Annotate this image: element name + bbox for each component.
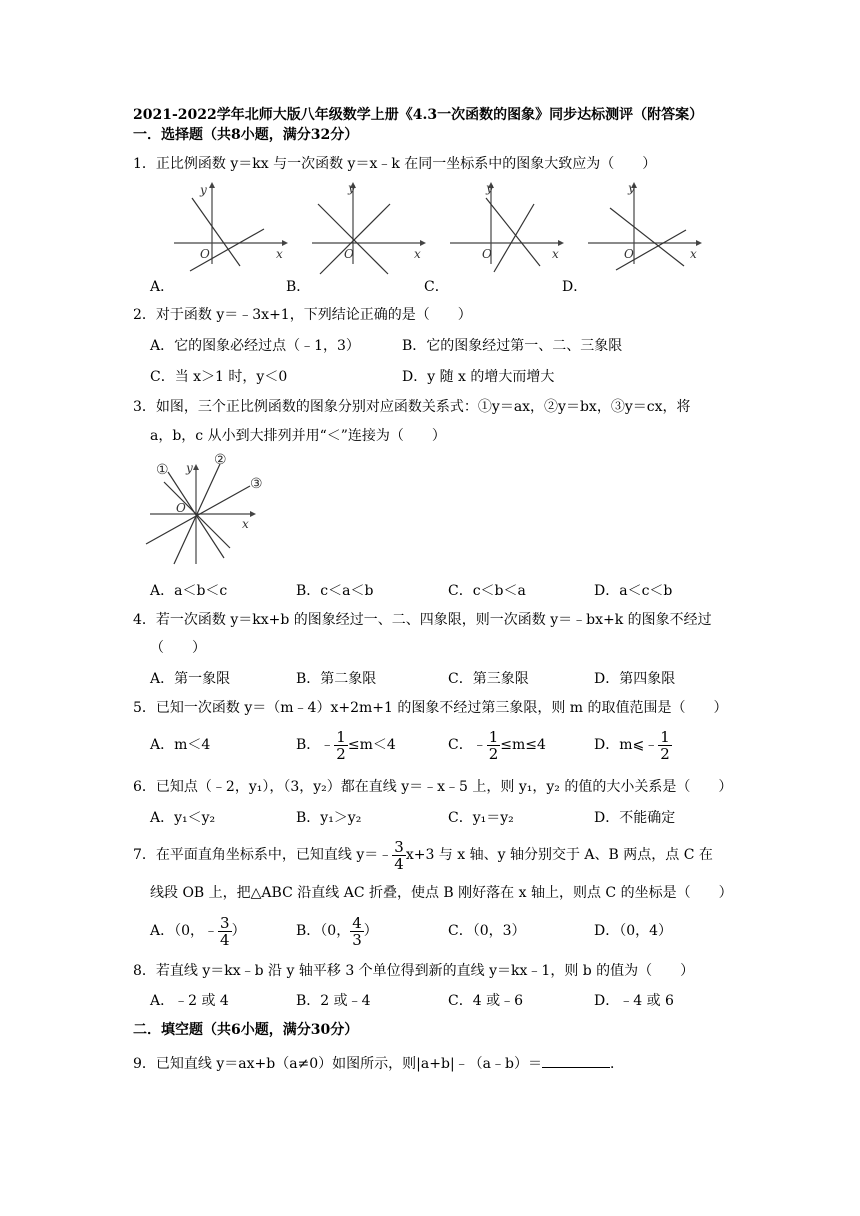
section-heading-choice: 一．选择题（共8小题，满分32分） [133, 127, 359, 143]
q8-option-a[interactable]: A．﹣2 或 4 [150, 993, 229, 1009]
question-6: 6．已知点（﹣2，y₁），（3，y₂）都在直线 y＝﹣x﹣5 上，则 y₁，y₂ 的值的大小关系是（ ） [133, 779, 733, 795]
question-4-line-2: （ ） [150, 640, 206, 656]
q2-option-b[interactable]: B．它的图象经过第一、二、三象限 [402, 338, 623, 354]
q7-option-d[interactable]: D．（0，4） [594, 923, 673, 939]
q1-graph-d [584, 178, 704, 268]
q6-option-b[interactable]: B．y₁＞y₂ [296, 810, 362, 826]
q3-option-b[interactable]: B．c＜a＜b [296, 583, 374, 599]
q5-option-c[interactable]: C．﹣ $\frac{1}{2}$ ≤m≤4 [448, 727, 546, 763]
question-5: 5．已知一次函数 y＝（m﹣4）x+2m+1 的图象不经过第三象限，则 m 的取值范围是（ ） [133, 700, 728, 716]
q3-y-label: y [186, 461, 193, 475]
svg-text:x: x [276, 247, 283, 261]
section-heading-fill: 二．填空题（共6小题，满分30分） [133, 1022, 359, 1038]
q1-option-c[interactable]: C． [424, 279, 449, 295]
svg-text:O: O [344, 247, 354, 261]
q5-option-d[interactable]: D．m⩽﹣ $\frac{1}{2}$ [594, 727, 670, 763]
question-4-line-1: 4．若一次函数 y＝kx+b 的图象经过一、二、四象限，则一次函数 y＝﹣bx+k 的图象不经过 [133, 612, 712, 628]
question-8: 8．若直线 y＝kx﹣b 沿 y 轴平移 3 个单位得到新的直线 y＝kx﹣1，则 b 的值为（ ） [133, 963, 695, 979]
q3-option-d[interactable]: D．a＜c＜b [594, 583, 673, 599]
fraction-one-half: $\frac{1}{2}$ [488, 727, 499, 763]
q3-option-c[interactable]: C．c＜b＜a [448, 583, 526, 599]
q1-graph-a [170, 178, 290, 268]
q3-label-3: ③ [250, 476, 263, 492]
q1-option-a[interactable]: A． [150, 279, 175, 295]
q3-option-a[interactable]: A．a＜b＜c [150, 583, 228, 599]
svg-text:O: O [482, 247, 492, 261]
q7-option-c[interactable]: C．（0，3） [448, 923, 526, 939]
q5-option-a[interactable]: A．m＜4 [150, 737, 211, 753]
q3-label-2: ② [214, 452, 227, 468]
question-7-line-1: 7．在平面直角坐标系中，已知直线 y＝﹣ $\frac{3}{4}$ x+3 与 x 轴、y 轴分别交于 A、B 两点，点 C 在 [133, 837, 713, 873]
q4-option-b[interactable]: B．第二象限 [296, 671, 377, 687]
q2-option-a[interactable]: A．它的图象必经过点（﹣1，3） [150, 338, 360, 354]
q2-option-c[interactable]: C．当 x＞1 时，y＜0 [150, 369, 288, 385]
q3-label-1: ① [156, 462, 169, 478]
svg-text:x: x [414, 247, 421, 261]
q8-option-b[interactable]: B．2 或﹣4 [296, 993, 371, 1009]
q7-option-a[interactable]: A．（0，﹣ $\frac{3}{4}$ ） [150, 913, 246, 949]
fraction-three-quarters: $\frac{3}{4}$ [220, 913, 230, 949]
fraction-four-thirds: $\frac{4}{3}$ [352, 913, 362, 949]
svg-text:x: x [552, 247, 559, 261]
q2-option-d[interactable]: D．y 随 x 的增大而增大 [402, 369, 555, 385]
q3-x-label: x [242, 517, 249, 531]
q4-option-a[interactable]: A．第一象限 [150, 671, 231, 687]
question-2: 2．对于函数 y＝﹣3x+1，下列结论正确的是（ ） [133, 307, 472, 323]
svg-text:O: O [200, 247, 210, 261]
q4-option-c[interactable]: C．第三象限 [448, 671, 529, 687]
svg-text:y: y [628, 181, 635, 195]
q1-graph-b [308, 178, 428, 268]
fraction-three-quarters: $\frac{3}{4}$ [394, 837, 404, 873]
fraction-one-half: $\frac{1}{2}$ [336, 727, 346, 763]
q1-graph-c [446, 178, 566, 268]
q6-option-d[interactable]: D．不能确定 [594, 810, 676, 826]
q8-option-c[interactable]: C．4 或﹣6 [448, 993, 523, 1009]
q6-option-c[interactable]: C．y₁＝y₂ [448, 810, 514, 826]
svg-text:O: O [624, 247, 634, 261]
question-3-line-1: 3．如图，三个正比例函数的图象分别对应函数关系式：①y＝ax，②y＝bx，③y＝cx，将 [133, 399, 691, 415]
q3-figure [146, 452, 276, 570]
q8-option-d[interactable]: D．﹣4 或 6 [594, 993, 674, 1009]
svg-text:x: x [690, 247, 697, 261]
svg-text:y: y [200, 183, 207, 197]
question-3-line-2: a，b，c 从小到大排列并用“＜”连接为（ ） [150, 428, 446, 444]
q6-option-a[interactable]: A．y₁＜y₂ [150, 810, 216, 826]
q3-origin-label: O [176, 501, 186, 515]
answer-blank[interactable] [542, 1053, 610, 1068]
document-title: 2021-2022学年北师大版八年级数学上册《4.3一次函数的图象》同步达标测评（附答案） [133, 107, 704, 123]
question-7-line-2: 线段 OB 上，把△ABC 沿直线 AC 折叠，使点 B 刚好落在 x 轴上，则点 C 的坐标是（ ） [150, 885, 733, 901]
q7-option-b[interactable]: B．（0， $\frac{4}{3}$ ） [296, 913, 378, 949]
q1-option-d[interactable]: D． [562, 279, 588, 295]
question-9: 9．已知直线 y＝ax+b（a≠0）如图所示，则|a+b|﹣（a﹣b）＝ ． [133, 1053, 624, 1073]
q4-option-d[interactable]: D．第四象限 [594, 671, 676, 687]
q5-option-b[interactable]: B．﹣ $\frac{1}{2}$ ≤m＜4 [296, 727, 396, 763]
svg-text:y: y [348, 181, 355, 195]
fraction-one-half: $\frac{1}{2}$ [660, 727, 670, 763]
q1-option-b[interactable]: B． [286, 279, 311, 295]
question-1: 1．正比例函数 y＝kx 与一次函数 y＝x﹣k 在同一坐标系中的图象大致应为（ ） [133, 156, 657, 172]
svg-text:y: y [486, 181, 493, 195]
